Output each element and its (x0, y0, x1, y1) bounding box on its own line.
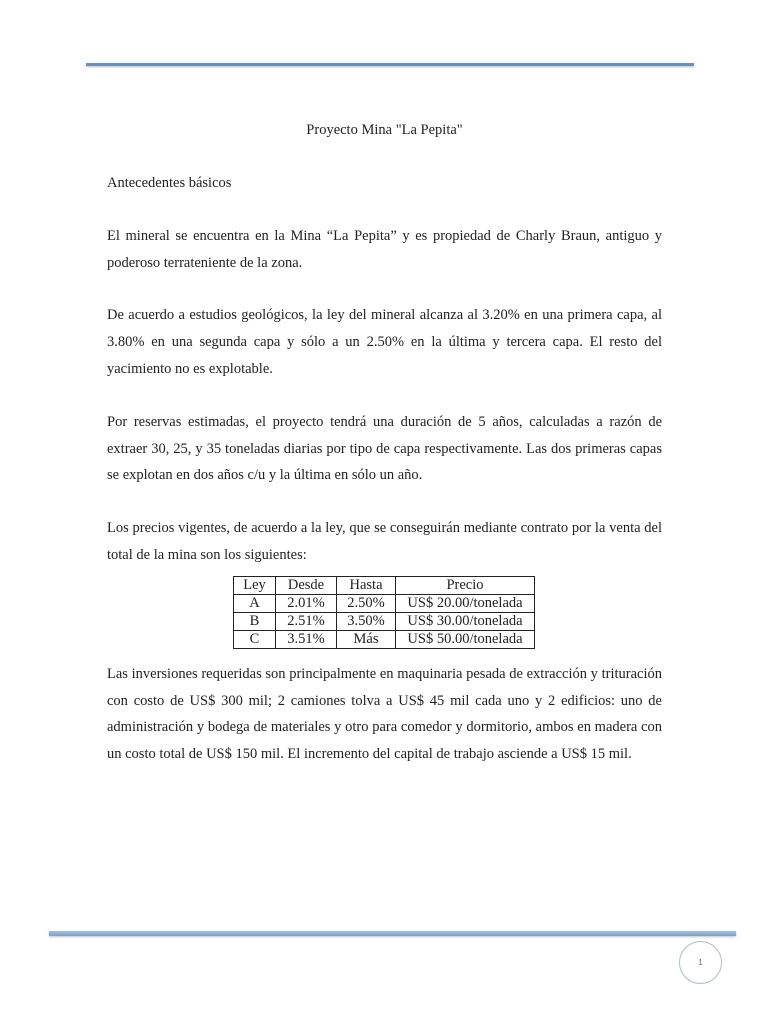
footer-rule (49, 931, 736, 936)
table-cell: 2.51% (276, 612, 337, 630)
paragraph-reserves: Por reservas estimadas, el proyecto tendrá una duración de 5 años, calculadas a razón de extraer 30, 25, y 35 toneladas diarias por tipo de capa respectivamente. Las dos primeras capas se explotan en dos años c/u y la última en sólo un año. (107, 413, 662, 484)
table-header-row (234, 576, 535, 594)
paragraph-investments: Las inversiones requeridas son principalmente en maquinaria pesada de extracción y trituración con costo de US$ 300 mil; 2 camiones tolva a US$ 45 mil cada uno y 2 edificios: uno de administración y bodega de materiales y otro para comedor y dormitorio, ambos en madera con un costo total de US$ 150 mil. El incremento del capital de trabajo asciende a US$ 15 mil. (107, 665, 662, 763)
document-title: Proyecto Mina "La Pepita" (306, 122, 463, 138)
table-cell: US$ 20.00/tonelada (396, 594, 535, 612)
table-row (234, 594, 535, 612)
table-cell: US$ 30.00/tonelada (396, 612, 535, 630)
paragraph-owner: El mineral se encuentra en la Mina “La Pepita” y es propiedad de Charly Braun, antiguo y poderoso terrateniente de la zona. (107, 227, 662, 271)
column-header-hasta: Hasta (337, 576, 396, 594)
table-cell: 2.50% (337, 594, 396, 612)
document-body (107, 117, 662, 794)
table-cell: B (234, 612, 276, 630)
column-header-ley: Ley (234, 576, 276, 594)
column-header-precio: Precio (396, 576, 535, 594)
table-row (234, 612, 535, 630)
table-cell: 3.50% (337, 612, 396, 630)
paragraph-prices: Los precios vigentes, de acuerdo a la ley, que se conseguirán mediante contrato por la venta del total de la mina son los siguientes: (107, 520, 662, 563)
table-cell: 3.51% (276, 630, 337, 648)
column-header-desde: Desde (276, 576, 337, 594)
page-number: 1 (698, 958, 703, 967)
section-heading: Antecedentes básicos (107, 175, 232, 191)
page-number-badge (679, 941, 722, 984)
price-table (233, 576, 535, 649)
table-cell: 2.01% (276, 594, 337, 612)
table-cell: US$ 50.00/tonelada (396, 630, 535, 648)
paragraph-geology: De acuerdo a estudios geológicos, la ley del mineral alcanza al 3.20% en una primera capa, al 3.80% en una segunda capa y sólo a un 2.50% en la última y tercera capa. El resto del yacimiento no es explotable. (107, 307, 662, 377)
table-cell: C (234, 630, 276, 648)
table-cell: A (234, 594, 276, 612)
header-rule (86, 63, 694, 66)
table-cell: Más (337, 630, 396, 648)
table-row (234, 630, 535, 648)
